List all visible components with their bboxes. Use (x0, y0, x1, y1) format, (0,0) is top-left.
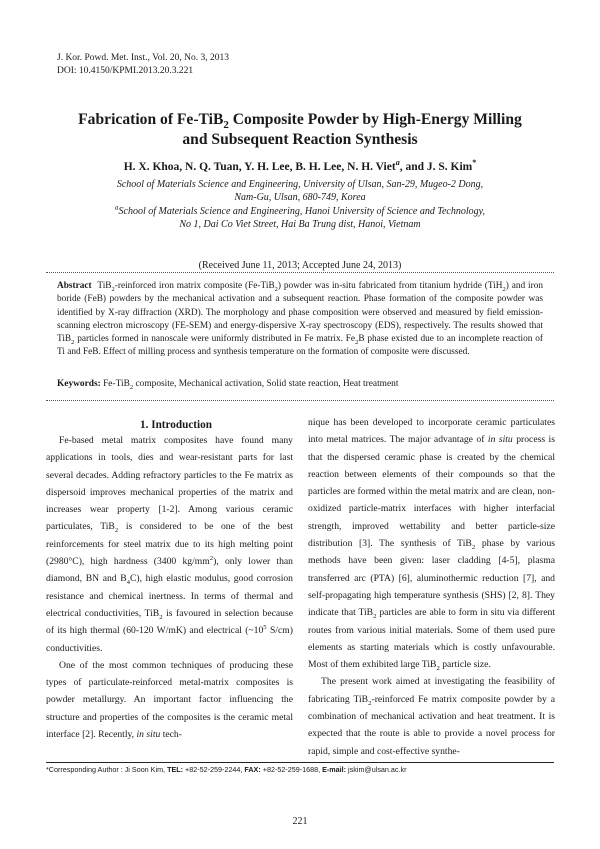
paragraph: One of the most common techniques of producing these types of particulate-reinforced metal-matrix composites is powder metallurgy. An important factor influencing the structure and properties of the composites is the ceramic metal interface [2]. Recently, in situ tech- (46, 659, 293, 741)
received-dates: (Received June 11, 2013; Accepted June 24, 2013) (198, 260, 402, 271)
paragraph: nique has been developed to incorporate ceramic particulates into metal matrices. The major advantage of in situ process is that the dispersed ceramic phase is created by the chemical reaction between elements of their compounds so that the particles are formed within the metal matrix and are clean, non-oxidized particle-matrix interfaces with higher interfacial strength, improved wettability and better particle-size distribution [3]. The synthesis of TiB$_2$ phase by various methods have been given: laser cladding [4-5], plasma transferred arc (PTA) [6], aluminothermic reduction [7], and self-propagating high temperature synthesis (SHS) [2, 8]. They indicate that TiB$_2$ particles are able to form in situ via different routes from various initial materials. Some of them used pure elements as starting materials which is costly unfavourable. Most of them exhibited large TiB$_2$ particle size. (308, 417, 556, 673)
corresponding-author-footnote: *Corresponding Author : Ji Soon Kim, TEL: +82-52-259-2244, FAX: +82-52-259-1688, E-mail: jskim@ulsan.ac.kr (46, 765, 407, 774)
abstract: Abstract TiB$_2$-reinforced iron matrix composite (Fe-TiB$_2$) powder was in-situ fabricated from titanium hydride (TiH$_2$) and iron boride (FeB) powders by the mechanical activation and a subsequent reaction. Phase formation of the composite powder was identified by X-ray diffraction (XRD). The morphology and phase composition were observed and measured by field emission-scanning electron microscopy (FE-SEM) and energy-dispersive X-ray spectroscopy (EDS), respectively. The results showed that TiB$_2$ particles formed in nanoscale were uniformly distributed in Fe matrix. $Fe_2B$ phase existed due to an incomplete reaction of Ti and FeB. Effect of milling process and synthesis temperature on the formation of composite were discussed. (57, 281, 544, 358)
section-heading: 1. Introduction (140, 419, 212, 431)
left-column (46, 418, 293, 743)
paper-title: Fabrication of Fe-TiB$_2$ Composite Powder by High-Energy Milling and Subsequent Reaction Synthesis (78, 111, 522, 148)
affiliations: School of Materials Science and Engineering, University of Ulsan, San-29, Mugeo-2 Dong, Nam-Gu, Ulsan, 680-749, Korea $^a$School of Materials Science and Engineering, Hanoi University of Science and Technology, No 1, Dai Co Viet Street, Hai Ba Trung dist, Hanoi, Vietnam (115, 179, 485, 230)
email-link[interactable]: jskim@ulsan.ac.kr (346, 765, 407, 774)
journal-doi: DOI: 10.4150/KPMI.2013.20.3.221 (57, 65, 194, 76)
journal-citation (57, 52, 229, 77)
paragraph: The present work aimed at investigating the feasibility of fabricating TiB$_2$-reinforced Fe matrix composite powder by a combination of mechanical activation and heat treatment. It is expected that the route is able to provide a novel process for rapid, simple and cost-effective synthe- (308, 676, 555, 757)
journal-volume: J. Kor. Powd. Met. Inst., Vol. 20, No. 3, 2013 (57, 53, 229, 63)
page-number: 221 (292, 816, 308, 827)
keywords: Keywords: Fe-TiB$_2$ composite, Mechanical activation, Solid state reaction, Heat treatment (57, 379, 399, 391)
paragraph: Fe-based metal matrix composites have found many applications in tools, dies and wear-resistant parts for last several decades. Adding refractory particles to the Fe matrix as dispersoid improves mechanical properties of the matrix and increases wear property [1-2]. Among various ceramic particulates, TiB$_2$ is considered to be one of the best reinforcements for steel matrix due to its high melting point (2980°C), high hardness (3400 $kg/mm^2$), only lower than diamond, BN and $B_4C$), high elastic modulus, good corrosion resistance and chemical inertness. In terms of thermal and electrical conductivities, TiB$_2$ is favoured in selection because of its high thermal (60-120 W/mK) and electrical ($\sim 10^5$ S/cm) conductivities. (46, 435, 293, 654)
bottom-divider (46, 400, 554, 401)
author-list: H. X. Khoa, N. Q. Tuan, Y. H. Lee, B. H. Lee, N. H. Viet$^a$, and J. S. Kim* (123, 158, 477, 173)
footnote-rule (46, 762, 554, 763)
right-column (308, 414, 555, 760)
top-divider (46, 272, 554, 273)
